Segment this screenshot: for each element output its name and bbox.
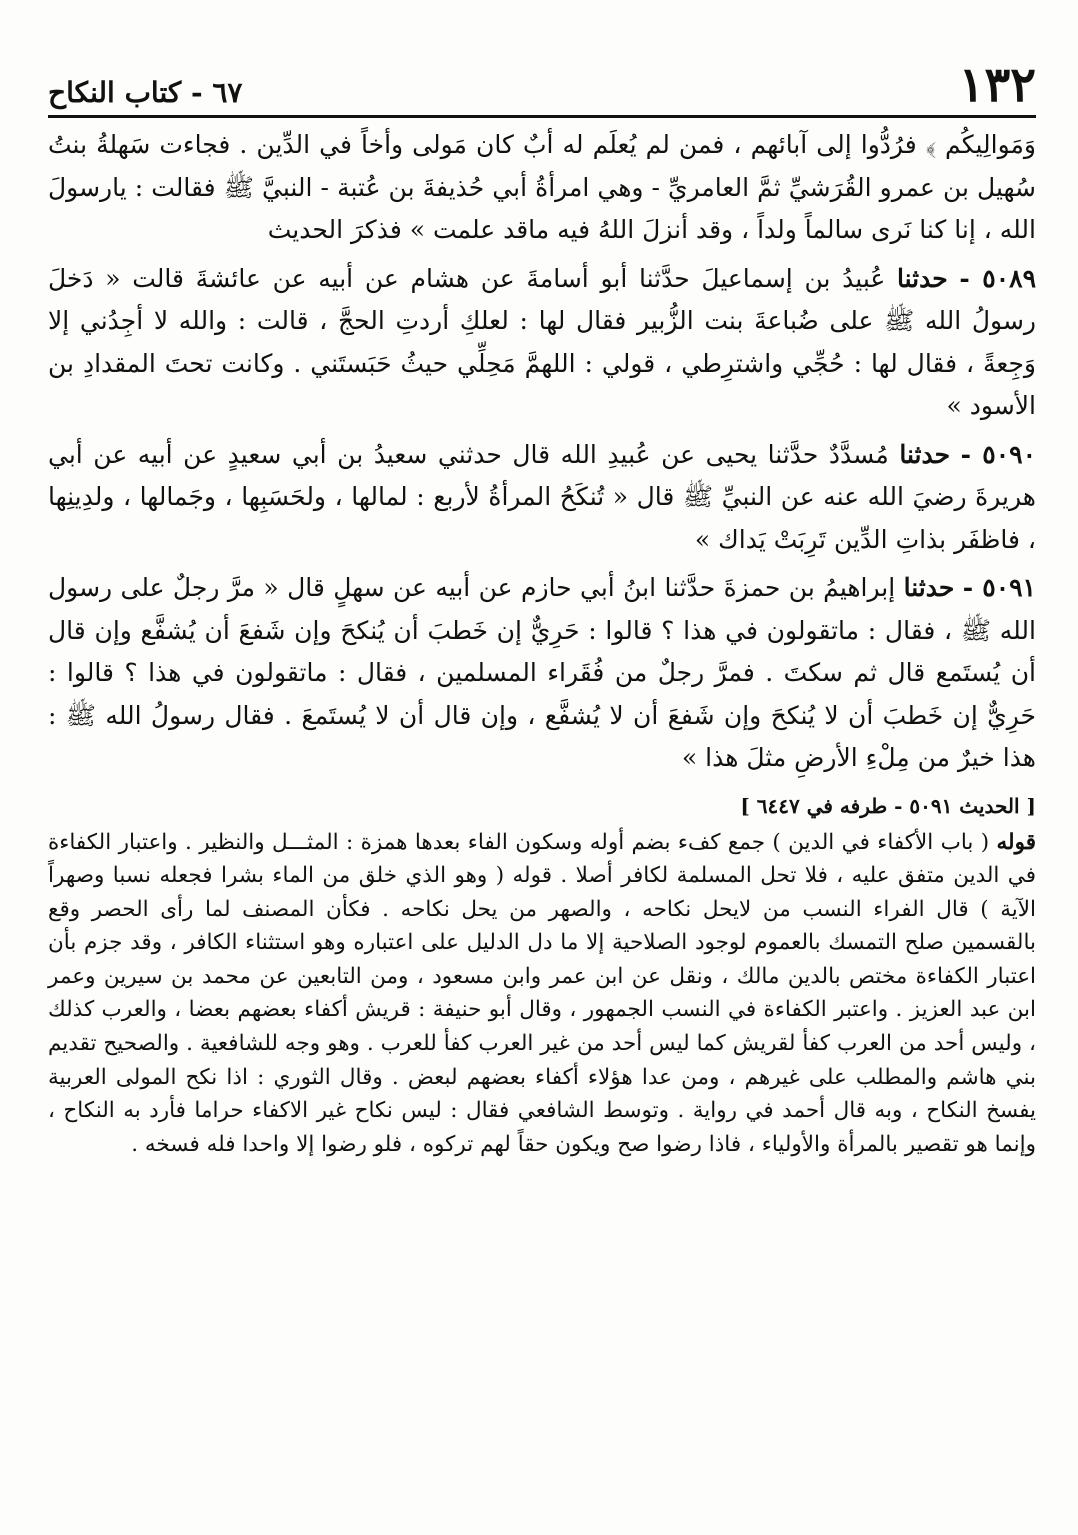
- haddathana-label: حدثنا: [899, 439, 951, 469]
- commentary-text: ( باب الأكفاء في الدين ) جمع كفء بضم أوله وسكون الفاء بعدها همزة : المثـــل والنظير . واعتبار الكفاءة في الدين متفق عليه ، فلا تحل المسلمة لكافر أصلا . قوله ( وهو الذي خلق من الماء بشرا فجعله نسبا وصهراً الآية ) قال الفراء النسب من لايحل نكاحه ، والصهر من يحل نكاحه . فكأن المصنف لما رأى الحصر وقع بالقسمين صلح التمسك بالعموم لوجود الصلاحية إلا ما دل الدليل على اعتباره وهو استثناء الكافر ، وقد جزم بأن اعتبار الكفاءة مختص بالدين مالك ، ونقل عن ابن عمر وابن مسعود ، ومن التابعين عن محمد بن سيرين وعمر ابن عبد العزيز . واعتبر الكفاءة في النسب الجمهور ، وقال أبو حنيفة : قريش أكفاء بعضهم بعضا ، والعرب كذلك ، وليس أحد من العرب كفأ لقريش كما ليس أحد من غير العرب كفأ للعرب . وهو وجه للشافعية . والصحيح تقديم بني هاشم والمطلب على غيرهم ، ومن عدا هؤلاء أكفاء بعضهم لبعض . وقال الثوري : اذا نكح المولى العربية يفسخ النكاح ، وبه قال أحمد في رواية . وتوسط الشافعي فقال : ليس نكاح غير الاكفاء حراما فأرد به النكاح ، وإنما هو تقصير بالمرأة والأولياء ، فاذا رضوا صح ويكون حقاً لهم تركوه ، فلو رضوا إلا واحدا فله فسخه .: [48, 829, 1036, 1157]
- hadith-number: ٥٠٨٩ -: [959, 263, 1036, 293]
- running-head: ٦٧ - كتاب النكاح: [48, 76, 243, 109]
- hadith-number: ٥٠٩٠ -: [960, 439, 1036, 469]
- page-header: [48, 40, 1036, 118]
- hadith-text: إبراهيمُ بن حمزةَ حدَّثنا ابنُ أبي حازم عن أبيه عن سهلٍ قال « مرَّ رجلٌ على رسول الله ﷺ ، فقال : ماتقولون في هذا ؟ قالوا : حَرِيٌّ إن خَطبَ أن يُنكحَ وإن شَفعَ أن يُشفَّع وإن قال أن يُستَمع قال ثم سكتَ . فمرَّ رجلٌ من فُقَراء المسلمين ، فقال : ماتقولون في هذا ؟ قالوا : حَرِيٌّ إن خَطبَ أن لا يُنكحَ وإن شَفعَ أن لا يُشفَّع ، وإن قال أن لا يُستَمعَ . فقال رسولُ الله ﷺ : هذا خيرٌ من مِلْءِ الأرضِ مثلَ هذا »: [48, 573, 1036, 772]
- hadith-text: عُبيدُ بن إسماعيلَ حدَّثنا أبو أسامةَ عن هشام عن أبيه عن عائشةَ قالت « دَخلَ رسولُ الله ﷺ على ضُباعةَ بنت الزُّبير فقال لها : لعلكِ أردتِ الحجَّ ، قالت : والله لا أجِدُني إلا وَجِعةً ، فقال لها : حُجِّي واشترِطي ، قولي : اللهمَّ مَحِلِّي حيثُ حَبَستَني . وكانت تحتَ المقدادِ بن الأسود »: [48, 263, 1036, 420]
- commentary: [48, 826, 1036, 1162]
- hadith-number: ٥٠٩١ -: [962, 573, 1036, 602]
- hadith-5091: [48, 567, 1036, 780]
- haddathana-label: حدثنا: [903, 573, 955, 602]
- hadith-5090: [48, 434, 1036, 562]
- hadith-text: مُسدَّدٌ حدَّثنا يحيى عن عُبيدِ الله قال حدثني سعيدُ بن أبي سعيدٍ عن أبيه عن أبي هريرةَ رضيَ الله عنه عن النبيِّ ﷺ قال « تُنكَحُ المرأةُ لأربع : لمالها ، ولحَسَبِها ، وجَمالها ، ولدِينِها ، فاظفَر بذاتِ الدِّين تَرِبَتْ يَداك »: [48, 439, 1036, 554]
- page-number: ١٣٢: [958, 57, 1036, 113]
- hadith-continuation: [48, 124, 1036, 252]
- hadith-section: [48, 124, 1036, 780]
- commentary-keyword: قوله: [996, 829, 1036, 855]
- haddathana-label: حدثنا: [897, 263, 948, 293]
- hadith-reference: [ الحديث ٥٠٩١ - طرفه في ٦٤٤٧ ]: [740, 793, 1036, 818]
- hadith-text: وَمَوالِيكُم ﴾ فرُدُّوا إلى آبائهم ، فمن لم يُعلَم له أبٌ كان مَولى وأخاً في الدِّين . فجاءت سَهلةُ بنتُ سُهيل بن عمرو القُرَشيِّ ثمَّ العامريِّ - وهي امرأةُ أبي حُذيفةَ بن عُتبة - النبيَّ ﷺ فقالت : يارسولَ الله ، إنا كنا نَرى سالماً ولداً ، وقد أنزلَ اللهُ فيه ماقد علمت » فذكرَ الحديث: [48, 130, 1036, 244]
- hadith-5089: [48, 258, 1036, 428]
